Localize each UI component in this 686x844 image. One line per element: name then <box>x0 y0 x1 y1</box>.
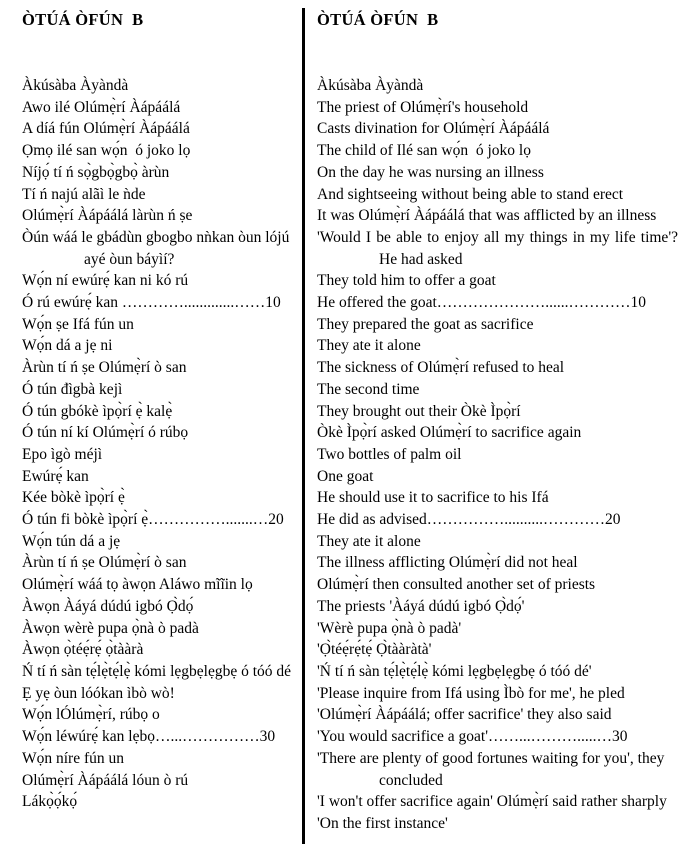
verse-line: Ọmọ ilé san wọ́n ó joko lọ <box>22 142 191 160</box>
verse-line: Kée bòkè ìpọ̀rí ẹ̀ <box>22 489 125 507</box>
verse-line: Àrùn tí ń ṣe Olúmẹ̀rí ò san <box>22 359 187 377</box>
verse-line: They ate it alone <box>317 532 421 550</box>
verse-line-numbered: Ó tún fi bòkè ìpọ̀rí ẹ̀…………….......…20 <box>22 511 284 529</box>
verse-line: Wọ́n ní ewúrẹ́ kan ni kó rú <box>22 272 189 290</box>
verse-line-numbered: He did as advised……………..........…………20 <box>317 511 621 529</box>
verse-line: Àrùn tí ń ṣe Olúmẹ̀rí ò san <box>22 554 187 572</box>
verse-line: One goat <box>317 467 374 485</box>
verse-line: And sightseeing without being able to stand erect <box>317 185 624 203</box>
verse-line: The child of Ilé san wọ́n ó joko lọ <box>317 142 531 160</box>
verse-line: Wọ́n ṣe Ifá fún un <box>22 315 134 333</box>
left-column-verse-list <box>22 75 294 813</box>
verse-line: They brought out their Òkè Ìpọ̀rí <box>317 402 521 420</box>
verse-line: The illness afflicting Olúmẹ̀rí did not heal <box>317 554 578 572</box>
verse-line: A díá fún Olúmẹ̀rí Àápáálá <box>22 120 190 138</box>
verse-line: Ń tí ń sàn tẹ́lẹ̀tẹ́lẹ̀ kómi lẹgbẹlẹgbẹ ó tóó dé <box>22 662 292 680</box>
verse-line: On the day he was nursing an illness <box>317 163 544 181</box>
verse-line: 'I won't offer sacrifice again' Olúmẹ̀rí said rather sharply <box>317 793 667 811</box>
verse-line: Epo ìgò méjì <box>22 445 103 463</box>
verse-line: Àwọn Àáyá dúdú igbó Ọ̀dọ́ <box>22 597 194 615</box>
verse-line: 'There are plenty of good fortunes waiting for you', they concluded <box>317 749 669 789</box>
left-column-title: ÒTÚÁ ÒFÚN B <box>22 10 144 29</box>
verse-line: 'Ọ̀téẹ́rẹ́tẹ́ Ọ̀tààràtà' <box>317 641 432 659</box>
verse-line: Òkè Ìpọ̀rí asked Olúmẹ̀rí to sacrifice again <box>317 424 582 442</box>
verse-line: 'On the first instance' <box>317 814 448 832</box>
verse-line: The sickness of Olúmẹ̀rí refused to heal <box>317 359 565 377</box>
right-column-verse-list <box>317 75 682 835</box>
verse-line-numbered: He offered the goat…………………......…………10 <box>317 294 647 312</box>
verse-line: Níjọ́ tí ń sọ̀gbọ̀gbọ̀ àrùn <box>22 163 170 181</box>
verse-line: Àkúsàba Àyàndà <box>317 77 424 94</box>
verse-line: Olúmẹ̀rí Àápáálá làrùn ń ṣe <box>22 207 193 225</box>
right-column-title: ÒTÚÁ ÒFÚN B <box>317 10 439 29</box>
verse-line-numbered: 'You would sacrifice a goat'……...……….....…30 <box>317 728 628 746</box>
verse-line: The priest of Olúmẹ̀rí's household <box>317 98 529 116</box>
verse-line: 'Wèrè pupa ọ̀nà ò padà' <box>317 619 462 637</box>
verse-line: Ewúrẹ́ kan <box>22 467 89 485</box>
verse-line: Ó tún ní kí Olúmẹ̀rí ó rúbọ <box>22 424 189 442</box>
verse-line: Olúmẹ̀rí wáá tọ àwọn Aláwo mĩĩin lọ <box>22 576 253 594</box>
verse-line: Ó tún gbókè ìpọ̀rí ẹ̀ kalẹ̀ <box>22 402 173 420</box>
verse-line: 'Would I be able to enjoy all my things in my life time'? He had asked <box>317 228 682 268</box>
left-column-yoruba <box>0 0 302 813</box>
verse-line: Àwọn ọ̀téẹ́rẹ́ ọ̀tààrà <box>22 641 144 659</box>
verse-line: It was Olúmẹ̀rí Àápáálá that was afflicted by an illness <box>317 207 657 225</box>
verse-line: Àkúsàba Àyàndà <box>22 77 129 94</box>
verse-line: Casts divination for Olúmẹ̀rí Àápáálá <box>317 120 550 138</box>
verse-line: The priests 'Àáyá dúdú igbó Ọ̀dọ́' <box>317 597 525 615</box>
verse-line: Two bottles of palm oil <box>317 445 462 463</box>
right-column-english <box>305 0 686 835</box>
verse-line: Wọ́n lÓlúmẹ̀rí, rúbọ o <box>22 706 160 724</box>
verse-line: Wọ́n níre fún un <box>22 749 125 767</box>
verse-line: He should use it to sacrifice to his Ifá <box>317 489 549 507</box>
verse-line: 'Please inquire from Ifá using Ìbò for me', he pled <box>317 684 625 702</box>
verse-line: Ó tún đìgbà kejì <box>22 380 123 398</box>
verse-line: Wọ́n dá a jẹ ni <box>22 337 113 355</box>
verse-line: Lákọ̀ọ́kọ́ <box>22 793 78 811</box>
verse-line-numbered: Wọ́n léwúrẹ́ kan lẹbọ…...……………30 <box>22 728 276 746</box>
verse-line: The second time <box>317 380 420 398</box>
verse-line: Olúmẹ̀rí Àápáálá lóun ò rú <box>22 771 189 789</box>
verse-line-numbered: Ó rú ewúrẹ́ kan ………….............……10 <box>22 294 281 312</box>
verse-line: Òún wáá le gbádùn gbogbo nǹkan òun lójú ayé òun báyìí? <box>22 228 294 268</box>
verse-line: Ẹ yẹ òun lóókan ìbò wò! <box>22 684 175 702</box>
verse-line: 'Olúmẹ̀rí Àápáálá; offer sacrifice' they also said <box>317 706 612 724</box>
verse-line: Wọ́n tún dá a jẹ <box>22 532 121 550</box>
verse-line: They ate it alone <box>317 337 421 355</box>
verse-line: They prepared the goat as sacrifice <box>317 315 534 333</box>
verse-line: Tí ń najú alãì le ǹde <box>22 185 146 203</box>
verse-line: Awo ilé Olúmẹ̀rí Àápáálá <box>22 98 181 116</box>
verse-line: Olúmẹ̀rí then consulted another set of priests <box>317 576 596 594</box>
verse-line: 'Ń tí ń sàn tẹ́lẹ̀tẹ́lẹ̀ kómi lẹgbẹlẹgbẹ ó tóó dé' <box>317 662 592 680</box>
verse-line: They told him to offer a goat <box>317 272 496 290</box>
verse-line: Àwọn wèrè pupa ọ̀nà ò padà <box>22 619 199 637</box>
